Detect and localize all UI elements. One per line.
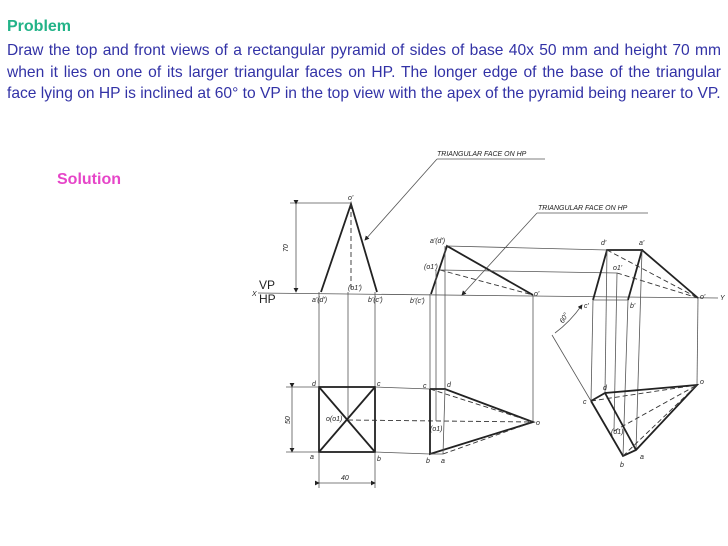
svg-text:o': o' (700, 294, 706, 301)
svg-text:b: b (426, 458, 430, 465)
hp-label: HP (259, 292, 276, 306)
svg-text:b'(c'): b'(c') (368, 297, 383, 304)
svg-text:d': d' (601, 240, 607, 247)
svg-text:b': b' (630, 303, 636, 310)
svg-text:o': o' (348, 195, 354, 202)
svg-text:70: 70 (283, 244, 290, 252)
svg-text:o': o' (534, 291, 540, 298)
svg-text:(o1): (o1) (611, 429, 624, 436)
svg-text:b: b (377, 456, 381, 463)
problem-heading: Problem (7, 18, 72, 35)
svg-text:c: c (583, 399, 587, 406)
svg-text:c: c (423, 383, 427, 390)
svg-text:50: 50 (285, 416, 292, 424)
x-label: X (252, 291, 257, 298)
svg-text:c: c (377, 381, 381, 388)
svg-text:d: d (447, 382, 451, 389)
svg-text:b'(c'): b'(c') (410, 298, 425, 305)
svg-text:a: a (441, 458, 445, 465)
svg-text:(o1'): (o1') (424, 264, 438, 271)
svg-text:a'(d'): a'(d') (430, 238, 446, 245)
svg-text:40: 40 (341, 475, 349, 482)
svg-text:d: d (603, 385, 607, 392)
view1-top (285, 292, 533, 488)
callout-2: TRIANGULAR FACE ON HP (538, 205, 628, 212)
callout-1: TRIANGULAR FACE ON HP (437, 151, 527, 158)
problem-text: Draw the top and front views of a rectangular pyramid of sides of base 40x 50 mm and height 70 mm when it lies on one of its larger triangular faces on HP. The longer edge of the base of the triangular face lying on HP is inclined at 60° to VP in the top view with the apex of the pyramid being nearer to VP. (7, 42, 721, 103)
svg-text:o: o (700, 379, 704, 386)
svg-text:(o1'): (o1') (348, 285, 362, 292)
svg-text:c': c' (584, 303, 589, 310)
view2-top (423, 246, 540, 465)
y-label: Y (720, 295, 725, 302)
vp-label: VP (259, 278, 276, 292)
svg-text:(o1): (o1) (430, 426, 443, 433)
view3-front (584, 240, 706, 310)
svg-text:o1': o1' (613, 265, 623, 272)
svg-text:b: b (620, 462, 624, 469)
svg-text:a: a (640, 454, 644, 461)
svg-text:o: o (536, 420, 540, 427)
view1-front (283, 195, 383, 304)
svg-text:d: d (312, 381, 316, 388)
solution-heading: Solution (57, 171, 121, 188)
svg-text:a'(d'): a'(d') (312, 297, 328, 304)
svg-text:o(o1): o(o1) (326, 416, 343, 423)
svg-text:60°: 60° (558, 311, 571, 325)
svg-text:a: a (310, 454, 314, 461)
svg-text:a': a' (639, 240, 645, 247)
